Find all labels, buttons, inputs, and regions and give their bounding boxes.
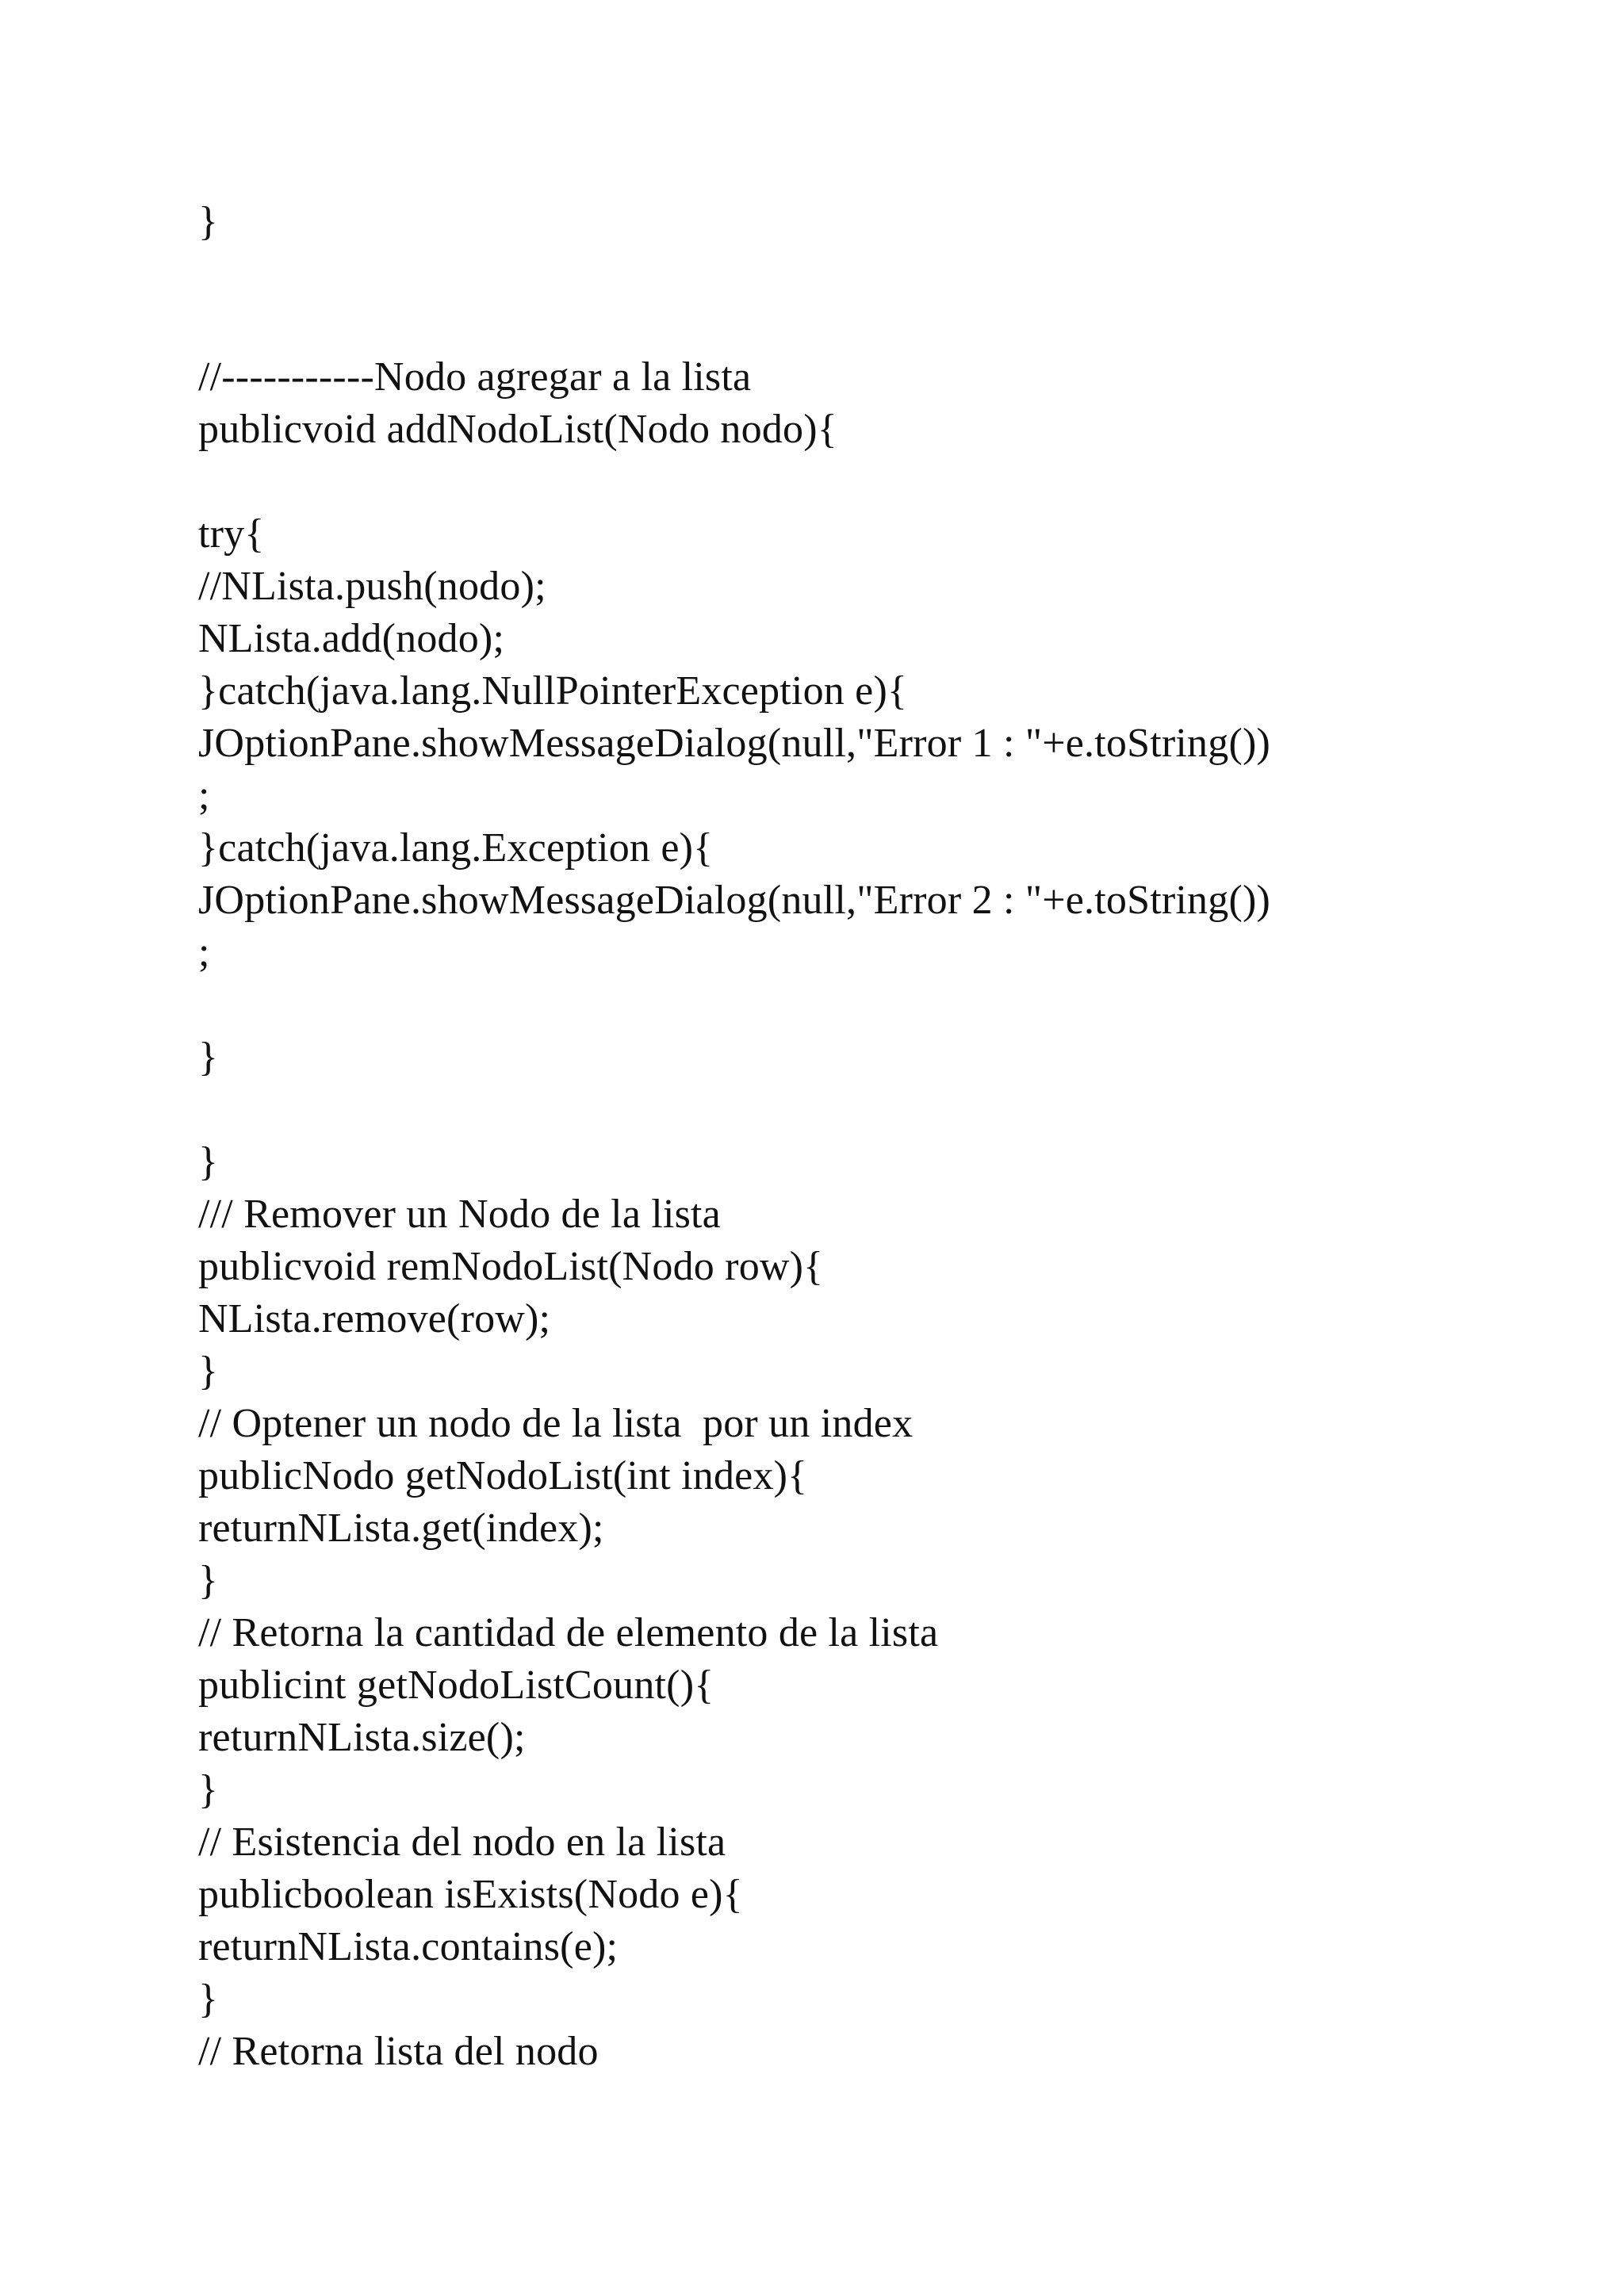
semicolon: ; xyxy=(198,930,210,975)
closing-brace: } xyxy=(198,1767,219,1812)
comment-exists: // Esistencia del nodo en la lista xyxy=(198,1820,726,1865)
comment-remove-node: /// Remover un Nodo de la lista xyxy=(198,1192,721,1237)
comment-count: // Retorna la cantidad de elemento de la lista xyxy=(198,1610,939,1655)
method-signature-getNodoList: publicNodo getNodoList(int index){ xyxy=(198,1453,808,1498)
closing-brace: } xyxy=(198,1976,219,2022)
method-signature-addNodoList: publicvoid addNodoList(Nodo nodo){ xyxy=(198,407,837,452)
comment-get-node: // Optener un nodo de la lista por un index xyxy=(198,1401,914,1446)
comment-add-node: //-----------Nodo agregar a la lista xyxy=(198,354,752,400)
dialog-error-1: JOptionPane.showMessageDialog(null,"Error 1 : "+e.toString()) xyxy=(198,721,1270,766)
statement-get: returnNLista.get(index); xyxy=(198,1506,604,1551)
closing-brace: } xyxy=(198,199,219,244)
try-open: try{ xyxy=(198,511,265,557)
method-signature-remNodoList: publicvoid remNodoList(Nodo row){ xyxy=(198,1244,824,1289)
closing-brace: } xyxy=(198,1035,219,1080)
catch-exception: }catch(java.lang.Exception e){ xyxy=(198,825,714,871)
closing-brace: } xyxy=(198,1349,219,1394)
semicolon: ; xyxy=(198,773,210,818)
dialog-error-2: JOptionPane.showMessageDialog(null,"Error 2 : "+e.toString()) xyxy=(198,878,1270,923)
catch-null-pointer: }catch(java.lang.NullPointerException e){ xyxy=(198,668,908,714)
statement-contains: returnNLista.contains(e); xyxy=(198,1924,619,1969)
comment-push: //NLista.push(nodo); xyxy=(198,564,546,609)
closing-brace: } xyxy=(198,1558,219,1603)
statement-size: returnNLista.size(); xyxy=(198,1715,526,1760)
statement-add: NLista.add(nodo); xyxy=(198,616,505,661)
method-signature-isExists: publicboolean isExists(Nodo e){ xyxy=(198,1872,743,1917)
closing-brace: } xyxy=(198,1139,219,1184)
comment-return-list: // Retorna lista del nodo xyxy=(198,2029,599,2074)
statement-remove: NLista.remove(row); xyxy=(198,1296,551,1341)
method-signature-getNodoListCount: publicint getNodoListCount(){ xyxy=(198,1663,714,1708)
